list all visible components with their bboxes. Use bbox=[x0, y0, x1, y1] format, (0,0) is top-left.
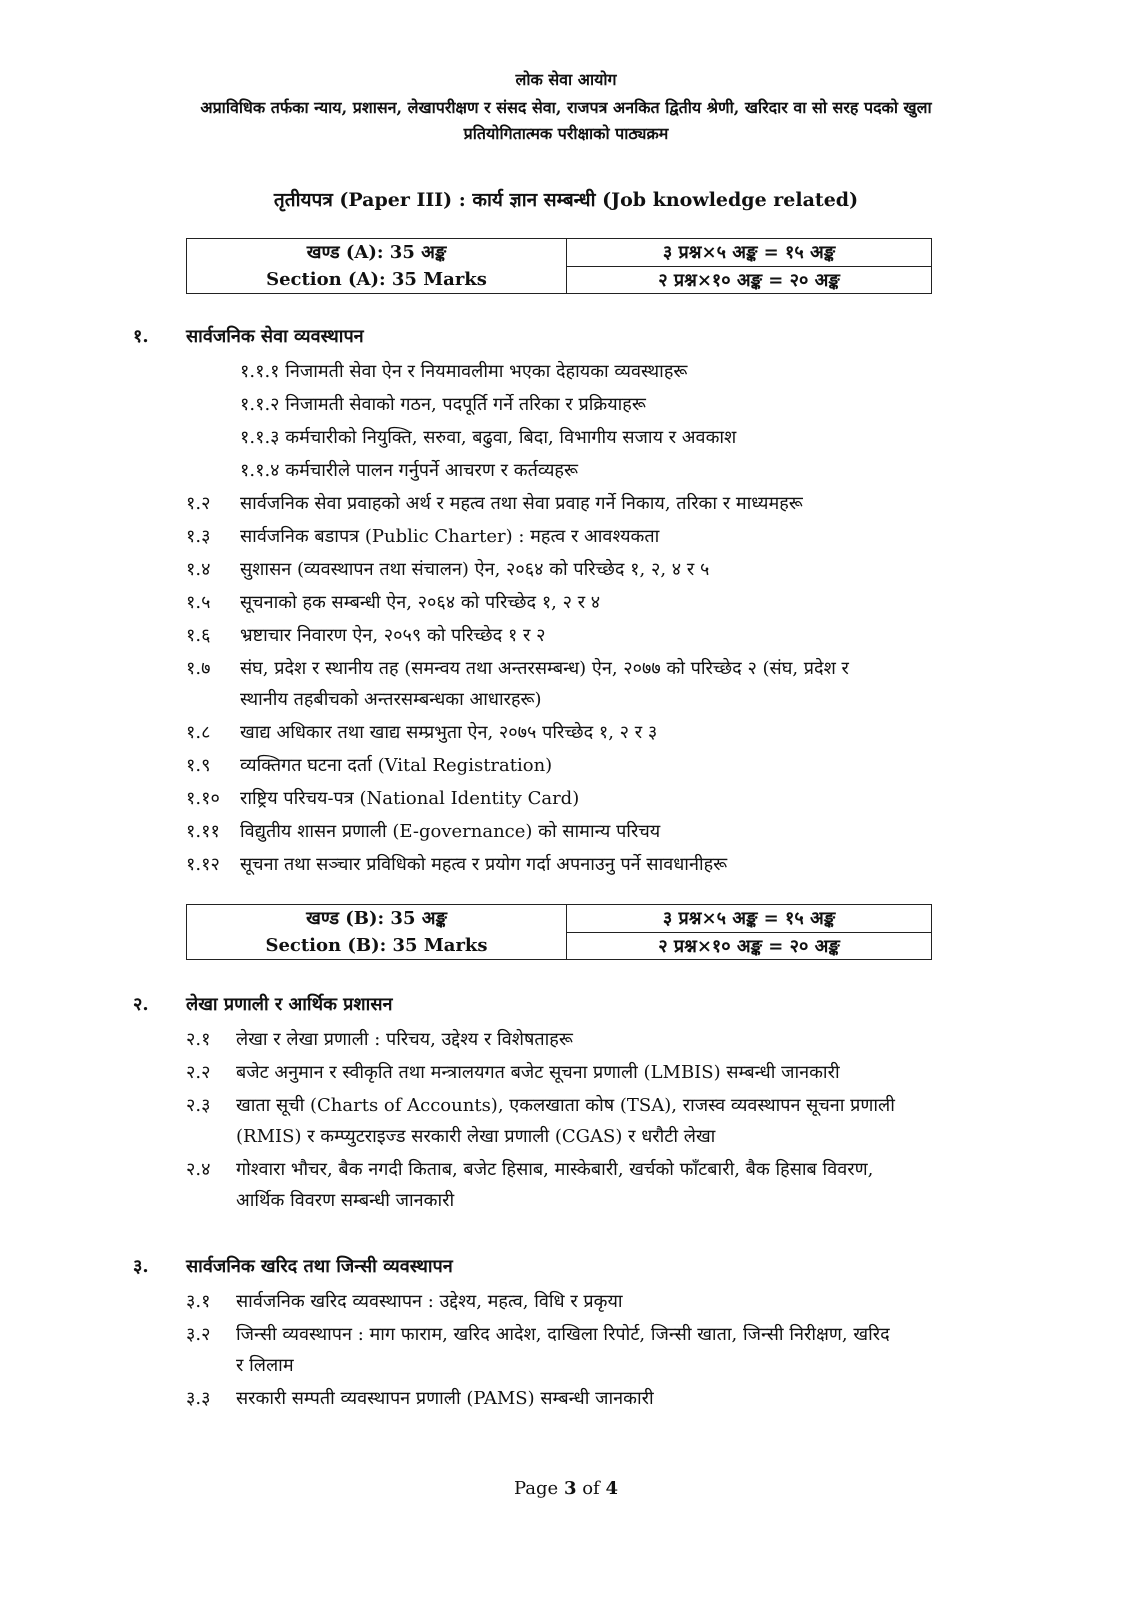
section-a-row1: ३ प्रश्न×५ अङ्क = १५ अङ्क bbox=[567, 239, 932, 267]
current-page: 3 bbox=[563, 1478, 577, 1499]
section-a-marks-table bbox=[186, 238, 932, 294]
section-3-title: सार्वजनिक खरिद तथा जिन्सी व्यवस्थापन bbox=[186, 1256, 453, 1277]
section-b-title bbox=[187, 905, 567, 960]
subtitle: अप्राविधिक तर्फका न्याय, प्रशासन, लेखापरीक्षण र संसद सेवा, राजपत्र अनकित द्वितीय श्रेणी, खरिदार वा सो सरह पदको खुला bbox=[200, 98, 932, 117]
list-item: गोश्वारा भौचर, बैक नगदी किताब, बजेट हिसाब, मास्केबारी, खर्चको फाँटबारी, बैक हिसाब विवरण, bbox=[236, 1159, 874, 1180]
list-item: संघ, प्रदेश र स्थानीय तह (समन्वय तथा अन्तरसम्बन्ध) ऐन, २०७७ को परिच्छेद २ (संघ, प्रदेश र bbox=[240, 658, 849, 679]
list-item-number: २.४ bbox=[186, 1159, 211, 1180]
list-item: विद्युतीय शासन प्रणाली (E-governance) को सामान्य परिचय bbox=[240, 821, 661, 842]
paper-title: तृतीयपत्र (Paper III) : कार्य ज्ञान सम्बन्धी (Job knowledge related) bbox=[273, 189, 859, 211]
list-item: खाद्य अधिकार तथा खाद्य सम्प्रभुता ऐन, २०७५ परिच्छेद १, २ र ३ bbox=[240, 722, 658, 743]
list-item-number: १.९ bbox=[186, 755, 211, 776]
section-1-number: १. bbox=[133, 326, 149, 347]
list-item-continuation: (RMIS) र कम्प्युटराइज्ड सरकारी लेखा प्रणाली (CGAS) र धरौटी लेखा bbox=[236, 1126, 716, 1147]
list-item: सुशासन (व्यवस्थापन तथा संचालन) ऐन, २०६४ को परिच्छेद १, २, ४ र ५ bbox=[240, 559, 710, 580]
page-label: Page bbox=[514, 1478, 559, 1499]
list-item: जिन्सी व्यवस्थापन : माग फाराम, खरिद आदेश, दाखिला रिपोर्ट, जिन्सी खाता, जिन्सी निरीक्षण, खरिद bbox=[236, 1324, 890, 1345]
page-of-label: of bbox=[582, 1478, 600, 1499]
section-b-title-en: Section (B): 35 Marks bbox=[265, 935, 488, 956]
list-item: सरकारी सम्पती व्यवस्थापन प्रणाली (PAMS) सम्बन्धी जानकारी bbox=[236, 1388, 654, 1409]
section-a-title bbox=[187, 239, 567, 294]
list-item: सूचनाको हक सम्बन्धी ऐन, २०६४ को परिच्छेद १, २ र ४ bbox=[240, 592, 601, 613]
section-b-row2: २ प्रश्न×१० अङ्क = २० अङ्क bbox=[567, 932, 932, 960]
list-item: सार्वजनिक बडापत्र (Public Charter) : महत्व र आवश्यकता bbox=[240, 526, 660, 547]
subtitle-2: प्रतियोगितात्मक परीक्षाको पाठ्यक्रम bbox=[463, 124, 669, 143]
list-item-number: २.३ bbox=[186, 1095, 211, 1116]
section-2-number: २. bbox=[133, 994, 149, 1015]
sub-item: १.१.४ कर्मचारीले पालन गर्नुपर्ने आचरण र कर्तव्यहरू bbox=[240, 460, 578, 481]
list-item-continuation: र लिलाम bbox=[236, 1355, 294, 1376]
list-item: सार्वजनिक सेवा प्रवाहको अर्थ र महत्व तथा सेवा प्रवाह गर्ने निकाय, तरिका र माध्यमहरू bbox=[240, 493, 803, 514]
list-item-number: २.१ bbox=[186, 1029, 211, 1050]
list-item-number: १.२ bbox=[186, 493, 211, 514]
sub-item: १.१.३ कर्मचारीको नियुक्ति, सरुवा, बढुवा, बिदा, विभागीय सजाय र अवकाश bbox=[240, 427, 737, 448]
list-item-continuation: स्थानीय तहबीचको अन्तरसम्बन्धका आधारहरू) bbox=[240, 689, 542, 710]
list-item-number: १.५ bbox=[186, 592, 211, 613]
list-item: सूचना तथा सञ्चार प्रविधिको महत्व र प्रयोग गर्दा अपनाउनु पर्ने सावधानीहरू bbox=[240, 854, 728, 875]
list-item-number: ३.३ bbox=[186, 1388, 211, 1409]
list-item-number: १.६ bbox=[186, 625, 211, 646]
list-item: बजेट अनुमान र स्वीकृति तथा मन्त्रालयगत बजेट सूचना प्रणाली (LMBIS) सम्बन्धी जानकारी bbox=[236, 1062, 840, 1083]
total-pages: 4 bbox=[605, 1478, 618, 1499]
list-item-number: १.१० bbox=[186, 788, 220, 809]
list-item-number: १.७ bbox=[186, 658, 211, 679]
list-item-number: १.८ bbox=[186, 722, 211, 743]
list-item-number: १.११ bbox=[186, 821, 220, 842]
list-item: व्यक्तिगत घटना दर्ता (Vital Registration) bbox=[240, 755, 553, 776]
section-b-marks-table bbox=[186, 904, 932, 960]
list-item: लेखा र लेखा प्रणाली : परिचय, उद्देश्य र विशेषताहरू bbox=[236, 1029, 573, 1050]
section-a-title-en: Section (A): 35 Marks bbox=[266, 269, 487, 290]
org-name: लोक सेवा आयोग bbox=[515, 70, 617, 89]
list-item: खाता सूची (Charts of Accounts), एकलखाता कोष (TSA), राजस्व व्यवस्थापन सूचना प्रणाली bbox=[236, 1095, 895, 1116]
list-item-number: ३.२ bbox=[186, 1324, 211, 1345]
page-number bbox=[0, 1478, 1132, 1499]
section-1-title: सार्वजनिक सेवा व्यवस्थापन bbox=[186, 326, 364, 347]
list-item-number: ३.१ bbox=[186, 1291, 211, 1312]
section-a-title-np: खण्ड (A): 35 अङ्क bbox=[306, 242, 447, 263]
list-item: राष्ट्रिय परिचय-पत्र (National Identity Card) bbox=[240, 788, 580, 809]
list-item-number: १.३ bbox=[186, 526, 211, 547]
sub-item: १.१.२ निजामती सेवाको गठन, पदपूर्ति गर्ने तरिका र प्रक्रियाहरू bbox=[240, 394, 646, 415]
list-item: भ्रष्टाचार निवारण ऐन, २०५९ को परिच्छेद १ र २ bbox=[240, 625, 546, 646]
list-item-continuation: आर्थिक विवरण सम्बन्धी जानकारी bbox=[236, 1190, 455, 1211]
section-b-title-np: खण्ड (B): 35 अङ्क bbox=[306, 908, 447, 929]
sub-item: १.१.१ निजामती सेवा ऐन र नियमावलीमा भएका देहायका व्यवस्थाहरू bbox=[240, 361, 688, 382]
section-3-number: ३. bbox=[133, 1256, 149, 1277]
list-item-number: १.१२ bbox=[186, 854, 220, 875]
list-item-number: १.४ bbox=[186, 559, 211, 580]
list-item: सार्वजनिक खरिद व्यवस्थापन : उद्देश्य, महत्व, विधि र प्रकृया bbox=[236, 1291, 623, 1312]
list-item-number: २.२ bbox=[186, 1062, 211, 1083]
section-b-row1: ३ प्रश्न×५ अङ्क = १५ अङ्क bbox=[567, 905, 932, 933]
section-a-row2: २ प्रश्न×१० अङ्क = २० अङ्क bbox=[567, 266, 932, 294]
section-2-title: लेखा प्रणाली र आर्थिक प्रशासन bbox=[186, 994, 393, 1015]
